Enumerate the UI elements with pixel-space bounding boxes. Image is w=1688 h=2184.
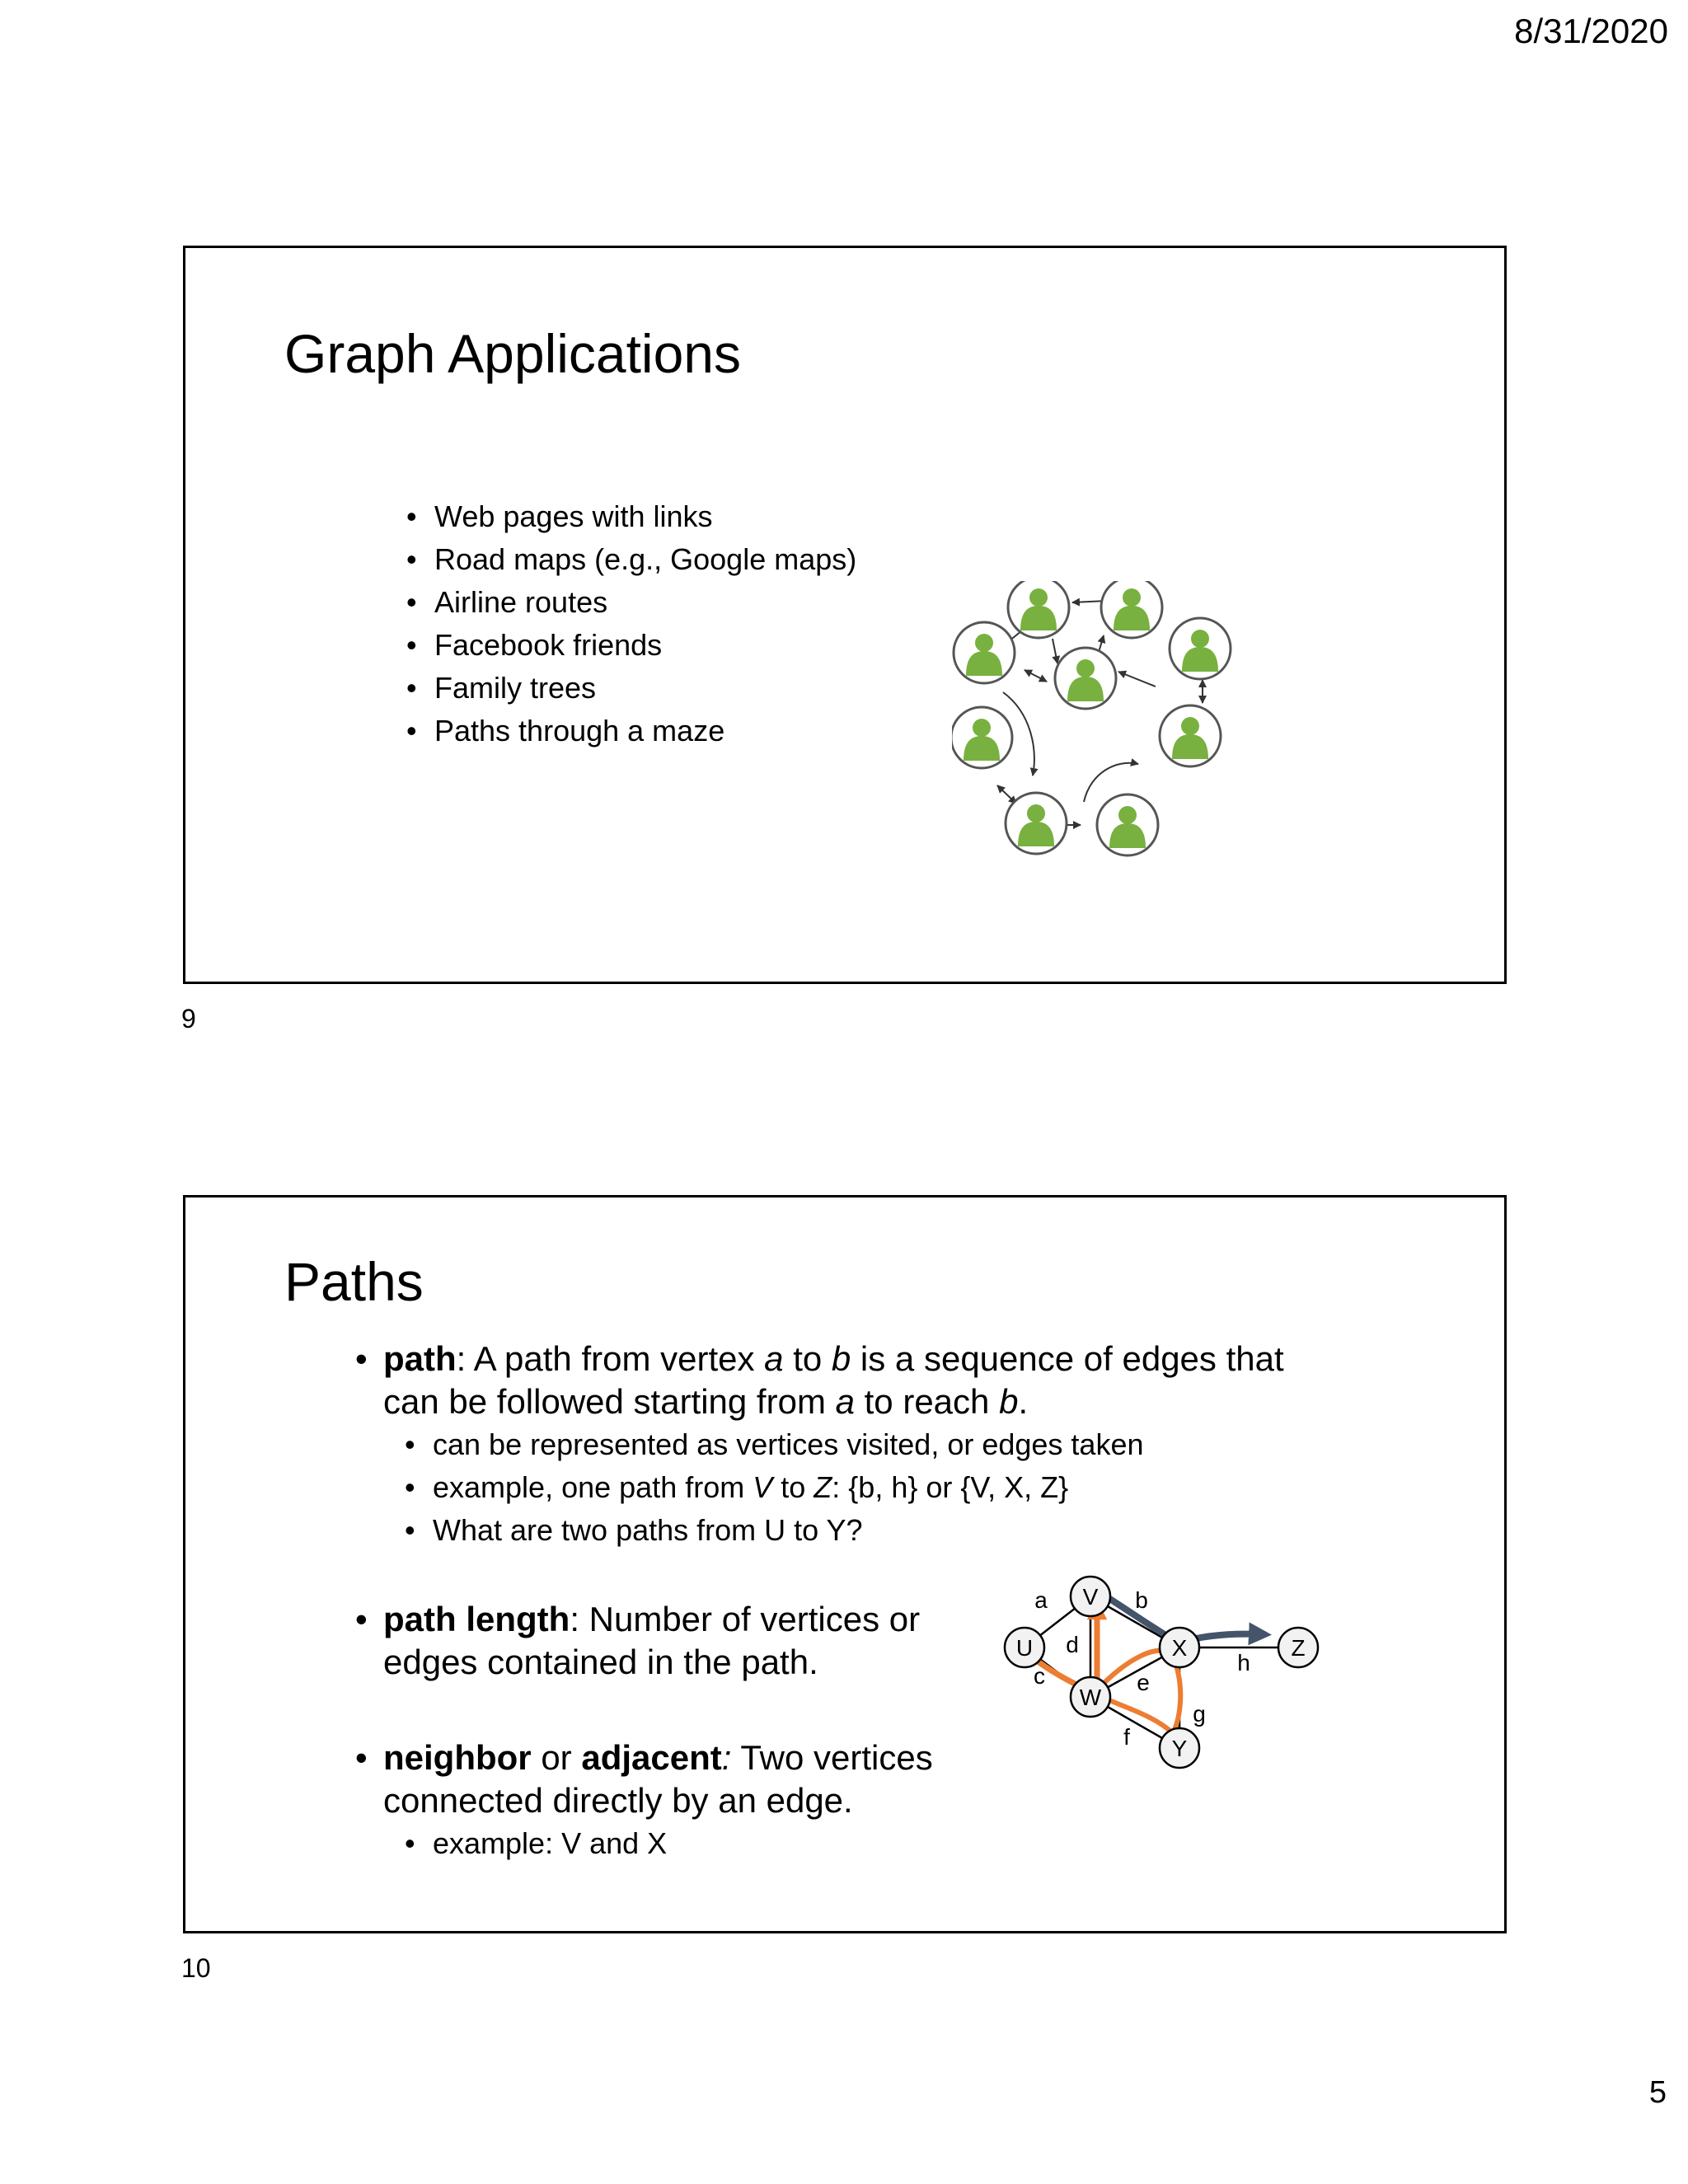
edge-label: b xyxy=(1135,1587,1148,1613)
slide-title: Paths xyxy=(284,1251,424,1312)
text-run: is a sequence of edges that can be followed starting from xyxy=(383,1339,1284,1421)
vertex-label: W xyxy=(1079,1685,1102,1710)
path-definition xyxy=(355,1338,1339,1423)
person-icon xyxy=(1170,618,1231,679)
text-run: Z xyxy=(814,1470,832,1504)
person-icon xyxy=(1101,581,1162,638)
connection-arrow xyxy=(1025,670,1047,682)
term-adjacent: adjacent xyxy=(581,1738,722,1777)
list-item: • can be represented as vertices visited, or edges taken xyxy=(405,1423,1344,1466)
list-item: • What are two paths from U to Y? xyxy=(405,1509,1344,1552)
path-length-definition xyxy=(355,1598,944,1684)
vertex-label: X xyxy=(1171,1635,1188,1661)
text-run: : Number of vertices or edges contained in the path. xyxy=(383,1600,921,1681)
edge-label: e xyxy=(1137,1670,1150,1695)
person-icon xyxy=(954,622,1015,683)
person-icon xyxy=(1008,581,1069,638)
list-item: • Paths through a maze xyxy=(406,710,856,752)
text-run: or xyxy=(531,1738,582,1777)
vertex-label: Z xyxy=(1291,1635,1306,1661)
term-neighbor: neighbor xyxy=(383,1738,532,1777)
person-icon xyxy=(1006,793,1067,854)
text-run: . xyxy=(1018,1382,1029,1421)
connection-arrow xyxy=(1053,639,1057,663)
term-path-length: path length xyxy=(383,1600,570,1638)
text-run: to xyxy=(772,1470,814,1504)
list-item: • Road maps (e.g., Google maps) xyxy=(406,538,856,581)
list-item: • example: V and X xyxy=(405,1822,1344,1865)
text-run: : {b, h} or {V, X, Z} xyxy=(832,1470,1069,1504)
text-run: Two vertices connected directly by an edge. xyxy=(383,1738,933,1820)
text-run: to reach xyxy=(854,1382,1000,1421)
page-number: 5 xyxy=(1648,2075,1667,2110)
graph-diagram xyxy=(977,1527,1356,1824)
slide-graph-applications xyxy=(183,246,1507,984)
text-run: : A path from vertex xyxy=(456,1339,765,1378)
edge-label: h xyxy=(1237,1650,1250,1675)
slide-number: 10 xyxy=(181,1953,211,1983)
slide-title: Graph Applications xyxy=(284,323,742,384)
vertex-label: U xyxy=(1015,1635,1034,1661)
vertex-label: Y xyxy=(1171,1736,1188,1761)
list-item: • Airline routes xyxy=(406,581,856,624)
slide-paths xyxy=(183,1195,1507,1933)
list-item: • Facebook friends xyxy=(406,624,856,667)
neighbor-definition xyxy=(355,1736,977,1822)
page-date: 8/31/2020 xyxy=(1514,12,1668,50)
text-run: a xyxy=(764,1339,784,1378)
edge-label: f xyxy=(1123,1724,1130,1750)
list-item: • Web pages with links xyxy=(406,495,856,538)
text-run: b xyxy=(999,1382,1019,1421)
vertex-label: V xyxy=(1082,1584,1099,1610)
edge-label: g xyxy=(1193,1701,1206,1727)
person-icon xyxy=(1097,794,1158,855)
edge-label: c xyxy=(1034,1663,1045,1689)
text-run: : xyxy=(721,1738,732,1777)
text-run: V xyxy=(753,1470,773,1504)
edge-label: a xyxy=(1034,1587,1048,1613)
text-run: example, one path from xyxy=(433,1470,753,1504)
applications-list xyxy=(406,495,856,752)
person-icon xyxy=(952,707,1012,768)
edge-label: d xyxy=(1066,1632,1079,1657)
term-path: path xyxy=(383,1339,457,1378)
social-network-illustration xyxy=(952,581,1282,869)
list-item xyxy=(405,1466,1344,1509)
text-run: to xyxy=(783,1339,832,1378)
slide-number: 9 xyxy=(181,1004,196,1033)
text-run: b xyxy=(831,1339,851,1378)
text-run: a xyxy=(835,1382,855,1421)
person-icon xyxy=(1160,705,1221,766)
person-icon xyxy=(1055,648,1116,709)
connection-arrow xyxy=(997,785,1016,804)
connection-arrow xyxy=(1118,672,1156,687)
list-item: • Family trees xyxy=(406,667,856,710)
